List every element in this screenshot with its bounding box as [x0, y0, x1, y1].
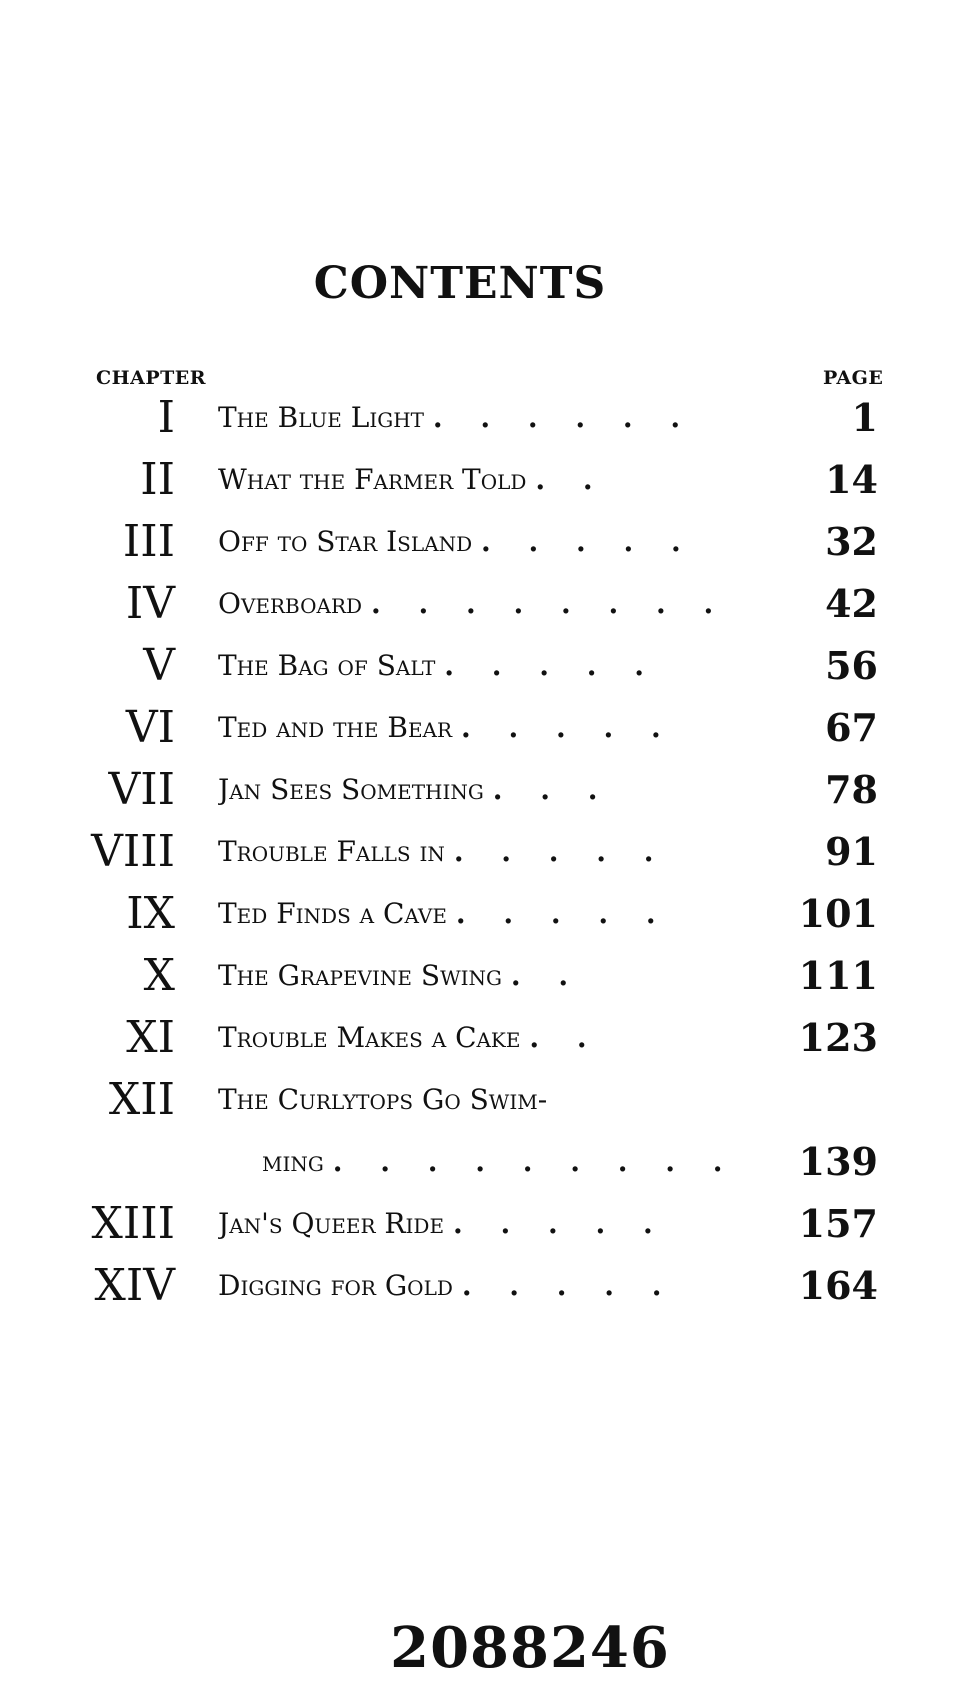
- toc-entry-continuation: [0, 1131, 953, 1193]
- chapter-number: XIV: [94, 1260, 175, 1311]
- chapter-number: VIII: [91, 826, 175, 877]
- leader-dots: . .: [529, 1021, 601, 1054]
- table-of-contents: [0, 387, 953, 1317]
- toc-entry: [0, 697, 953, 759]
- chapter-title: ming: [262, 1145, 324, 1178]
- toc-entry: [0, 573, 953, 635]
- chapter-title: What the Farmer Told: [218, 463, 527, 496]
- page-number: 91: [825, 829, 878, 874]
- leader-dots: . . . . . .: [432, 401, 695, 434]
- chapter-number: II: [140, 454, 175, 505]
- page-number: 123: [798, 1015, 878, 1060]
- page-number: 78: [825, 767, 878, 812]
- page-number: 56: [825, 643, 878, 688]
- chapter-title: Ted Finds a Cave: [218, 897, 447, 930]
- chapter-number: VI: [125, 702, 175, 753]
- chapter-title: Trouble Falls in: [218, 835, 445, 868]
- chapter-number: XIII: [91, 1198, 175, 1249]
- chapter-title: The Grapevine Swing: [218, 959, 503, 992]
- leader-dots: . .: [510, 959, 583, 992]
- page-number: 101: [798, 891, 878, 936]
- chapter-title: Digging for Gold: [218, 1269, 453, 1302]
- page-number: 1: [851, 395, 878, 440]
- leader-dots: . . . . . . . .: [370, 587, 728, 620]
- leader-dots: . . . . .: [461, 1269, 676, 1302]
- leader-dots: . . . . .: [455, 897, 670, 930]
- chapter-number: X: [143, 950, 175, 1001]
- toc-entry: [0, 1255, 953, 1317]
- chapter-number: IX: [126, 888, 175, 939]
- page-column-header: PAGE: [823, 367, 884, 389]
- leader-dots: . . . . . . . . .: [332, 1145, 737, 1178]
- chapter-number: IV: [125, 578, 175, 629]
- page-number: 139: [798, 1139, 878, 1184]
- page-title: CONTENTS: [313, 258, 607, 309]
- catalog-number: 2088246: [390, 1615, 670, 1681]
- toc-entry: [0, 387, 953, 449]
- toc-entry: [0, 635, 953, 697]
- chapter-number: I: [157, 392, 175, 443]
- toc-entry: [0, 511, 953, 573]
- chapter-number: V: [143, 640, 175, 691]
- leader-dots: . . .: [492, 773, 612, 806]
- chapter-title: Jan Sees Something: [218, 773, 484, 806]
- toc-entry: [0, 821, 953, 883]
- toc-entry: [0, 759, 953, 821]
- leader-dots: . . . . .: [453, 835, 668, 868]
- leader-dots: . .: [535, 463, 607, 496]
- toc-entry: [0, 1193, 953, 1255]
- chapter-title: The Blue Light: [218, 401, 424, 434]
- page-number: 164: [798, 1263, 878, 1308]
- page-number: 157: [798, 1201, 878, 1246]
- leader-dots: . . . . .: [460, 711, 675, 744]
- chapter-number: III: [122, 516, 175, 567]
- chapter-column-header: CHAPTER: [96, 367, 207, 389]
- page-number: 111: [798, 953, 878, 998]
- toc-entry: [0, 883, 953, 945]
- chapter-title: Off to Star Island: [218, 525, 473, 558]
- leader-dots: . . . . .: [481, 525, 695, 558]
- page-number: 67: [825, 705, 878, 750]
- chapter-number: XI: [126, 1012, 175, 1063]
- toc-entry: [0, 945, 953, 1007]
- chapter-title: Trouble Makes a Cake: [218, 1021, 521, 1054]
- toc-entry: [0, 449, 953, 511]
- chapter-title: The Curlytops Go Swim-: [218, 1083, 548, 1116]
- chapter-title: Jan's Queer Ride: [218, 1207, 445, 1240]
- chapter-number: XII: [108, 1074, 175, 1125]
- toc-entry: [0, 1069, 953, 1131]
- leader-dots: . . . . .: [452, 1207, 667, 1240]
- chapter-title: Ted and the Bear: [218, 711, 453, 744]
- chapter-number: VII: [108, 764, 175, 815]
- chapter-title: Overboard: [218, 587, 363, 620]
- toc-entry: [0, 1007, 953, 1069]
- page-number: 32: [825, 519, 878, 564]
- page-number: 14: [825, 457, 878, 502]
- chapter-title: The Bag of Salt: [218, 649, 436, 682]
- page-number: 42: [825, 581, 878, 626]
- leader-dots: . . . . .: [444, 649, 658, 682]
